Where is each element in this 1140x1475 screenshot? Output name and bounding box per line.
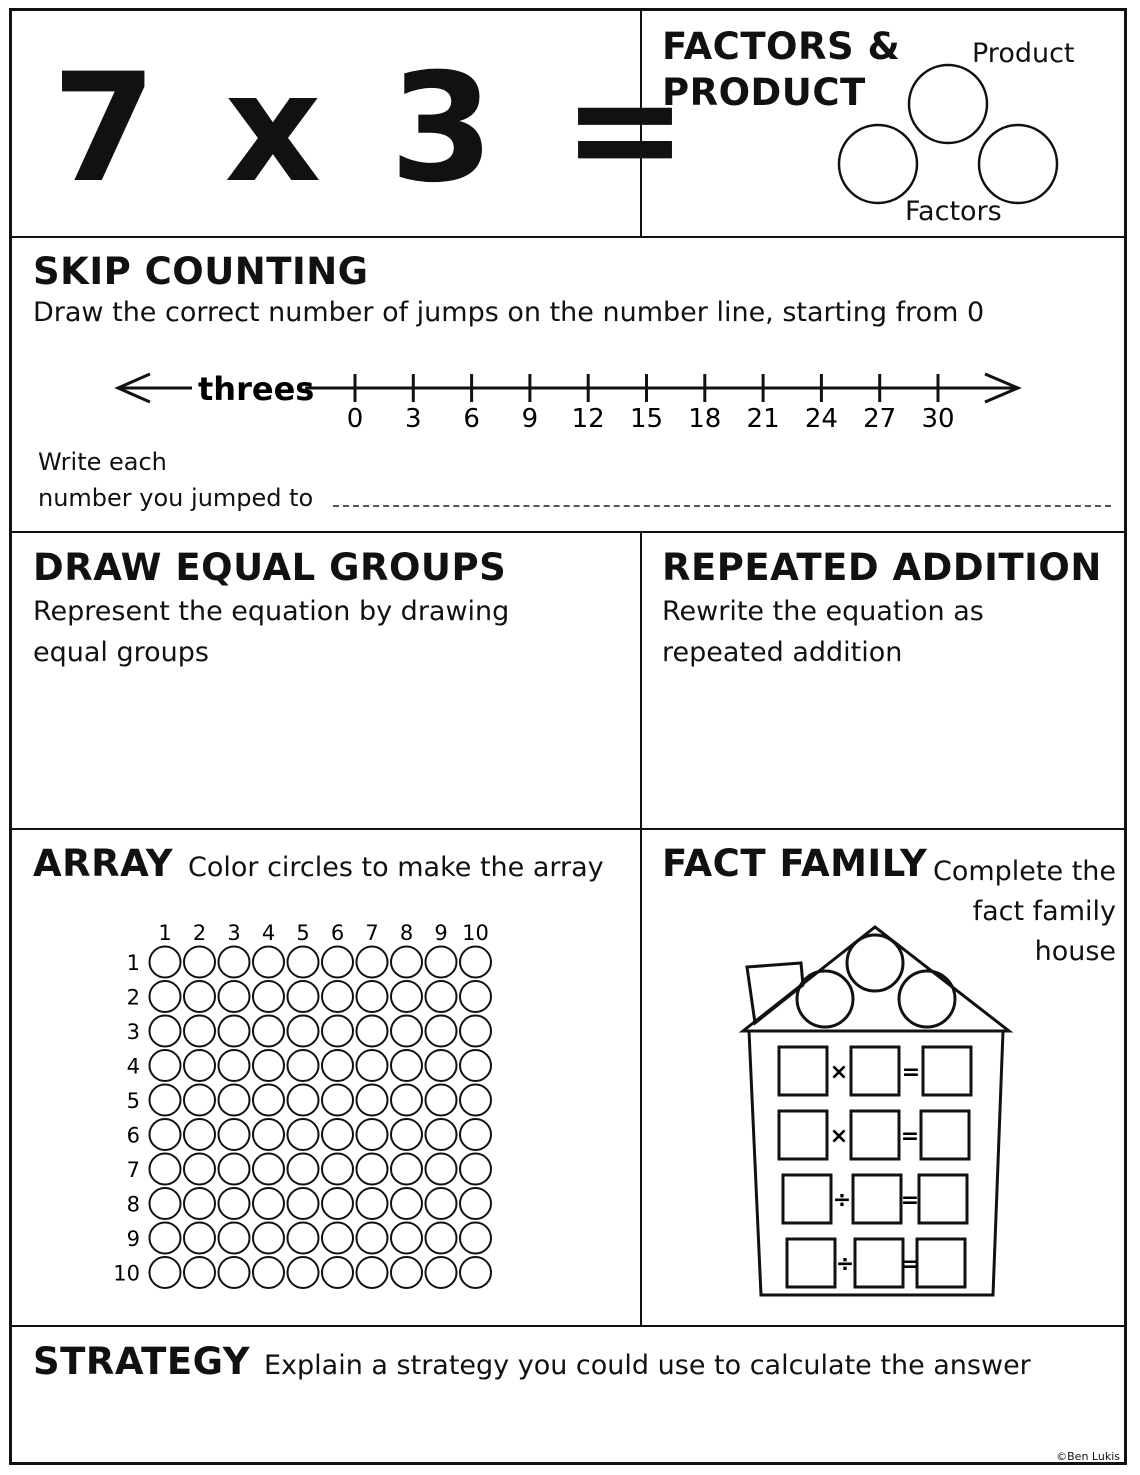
- array-circle[interactable]: [322, 1188, 353, 1219]
- array-circle[interactable]: [150, 1016, 181, 1047]
- array-circle[interactable]: [184, 1016, 215, 1047]
- array-circle[interactable]: [219, 981, 250, 1012]
- fact-family-factor-circle[interactable]: [899, 971, 955, 1027]
- array-circle[interactable]: [322, 1223, 353, 1254]
- array-circle[interactable]: [357, 947, 388, 978]
- equals-sign: =: [900, 1124, 920, 1149]
- array-circle[interactable]: [460, 1154, 491, 1185]
- multiply-sign: ×: [829, 1060, 849, 1085]
- array-circle[interactable]: [219, 1016, 250, 1047]
- number-line-tick-label: 27: [863, 404, 897, 434]
- fact-family-number-box[interactable]: [783, 1175, 831, 1223]
- array-circle[interactable]: [322, 1085, 353, 1116]
- array-circle[interactable]: [426, 947, 457, 978]
- array-circle[interactable]: [357, 1016, 388, 1047]
- divide-sign: ÷: [832, 1188, 852, 1213]
- fact-family-factor-circle[interactable]: [797, 971, 853, 1027]
- array-circle[interactable]: [219, 1085, 250, 1116]
- count-by-label: threes: [198, 370, 315, 408]
- array-column-label: 2: [192, 921, 207, 945]
- array-circle[interactable]: [150, 1119, 181, 1150]
- repeated-addition-title: REPEATED ADDITION: [662, 546, 1102, 589]
- array-circle[interactable]: [184, 1154, 215, 1185]
- array-circle[interactable]: [253, 1154, 284, 1185]
- array-circle[interactable]: [460, 1016, 491, 1047]
- array-row-label: 6: [126, 1123, 140, 1148]
- array-row-label: 7: [126, 1158, 140, 1182]
- array-circle[interactable]: [288, 1085, 319, 1116]
- fact-family-number-box[interactable]: [853, 1175, 901, 1223]
- array-circle[interactable]: [184, 1050, 215, 1081]
- array-circle[interactable]: [460, 981, 491, 1012]
- array-column-label: 7: [365, 921, 379, 945]
- array-circle[interactable]: [184, 947, 215, 978]
- instruction-line: Represent the equation by drawing: [33, 596, 510, 627]
- array-circle[interactable]: [391, 1050, 422, 1081]
- fact-family-title: FACT FAMILY: [662, 842, 928, 885]
- equation: 7 x 3 =: [52, 42, 696, 216]
- fact-family-number-box[interactable]: [779, 1047, 827, 1095]
- array-circle[interactable]: [322, 1257, 353, 1288]
- multiply-sign: ×: [829, 1124, 849, 1149]
- strategy-title: STRATEGY: [33, 1340, 251, 1383]
- array-row-label: 10: [113, 1261, 140, 1286]
- array-circle[interactable]: [426, 1154, 457, 1185]
- skip-counting-instruction: Draw the correct number of jumps on the number line, starting from 0: [33, 297, 985, 328]
- array-circle[interactable]: [288, 947, 319, 978]
- array-circle[interactable]: [184, 1188, 215, 1219]
- array-column-label: 3: [227, 921, 241, 945]
- array-circle[interactable]: [288, 1050, 319, 1081]
- fact-family-house: [735, 925, 1020, 1305]
- array-circle[interactable]: [357, 1188, 388, 1219]
- array-column-label: 10: [462, 921, 489, 945]
- equals-sign: =: [901, 1060, 921, 1085]
- fact-family-product-circle[interactable]: [847, 935, 903, 991]
- array-circle[interactable]: [219, 1119, 250, 1150]
- array-circle[interactable]: [357, 1223, 388, 1254]
- array-circle[interactable]: [253, 981, 284, 1012]
- chimney: [747, 963, 803, 1023]
- number-line-tick-label: 21: [746, 404, 780, 434]
- skip-counting-title: SKIP COUNTING: [33, 250, 369, 293]
- array-circle[interactable]: [253, 1016, 284, 1047]
- array-circle[interactable]: [357, 1085, 388, 1116]
- array-row-label: 4: [126, 1054, 140, 1079]
- array-circle[interactable]: [150, 1257, 181, 1288]
- array-circle[interactable]: [150, 1223, 181, 1254]
- array-circle[interactable]: [219, 947, 250, 978]
- array-circle[interactable]: [253, 1223, 284, 1254]
- number-line: [110, 360, 1030, 440]
- array-circle[interactable]: [184, 981, 215, 1012]
- array-circle[interactable]: [426, 1188, 457, 1219]
- array-circle[interactable]: [288, 1223, 319, 1254]
- repeated-addition-answer-area[interactable]: [650, 680, 1120, 820]
- array-circle[interactable]: [150, 1154, 181, 1185]
- fact-family-number-box[interactable]: [787, 1239, 835, 1287]
- array-circle[interactable]: [357, 1050, 388, 1081]
- array-circle[interactable]: [253, 1119, 284, 1150]
- array-circle[interactable]: [426, 1085, 457, 1116]
- array-circle[interactable]: [426, 981, 457, 1012]
- fact-family-answer-box[interactable]: [917, 1239, 965, 1287]
- divider: [640, 531, 642, 1326]
- array-circle[interactable]: [288, 1016, 319, 1047]
- fact-family-number-box[interactable]: [855, 1239, 903, 1287]
- array-circle[interactable]: [357, 1257, 388, 1288]
- array-circle[interactable]: [391, 1188, 422, 1219]
- fact-family-number-box[interactable]: [851, 1111, 899, 1159]
- array-column-label: 9: [434, 921, 448, 945]
- array-circle[interactable]: [184, 1257, 215, 1288]
- jump-answer-line[interactable]: [333, 505, 1111, 507]
- array-circle[interactable]: [150, 981, 181, 1012]
- array-circle[interactable]: [357, 1119, 388, 1150]
- array-row-label: 9: [126, 1227, 140, 1251]
- write-label-line: number you jumped to: [38, 484, 314, 512]
- array-circle[interactable]: [357, 1154, 388, 1185]
- array-circle[interactable]: [460, 1119, 491, 1150]
- array-circle[interactable]: [460, 1188, 491, 1219]
- divide-sign: ÷: [835, 1252, 855, 1277]
- array-circle[interactable]: [391, 1016, 422, 1047]
- fact-family-number-box[interactable]: [851, 1047, 899, 1095]
- array-circle[interactable]: [426, 1050, 457, 1081]
- array-circle[interactable]: [357, 981, 388, 1012]
- number-line-tick-label: 30: [921, 404, 955, 434]
- array-circle[interactable]: [288, 1119, 319, 1150]
- instruction-line: house: [1034, 936, 1116, 967]
- array-circle[interactable]: [460, 1257, 491, 1288]
- number-line-tick-label: 6: [463, 404, 480, 434]
- array-circle[interactable]: [150, 1050, 181, 1081]
- number-line-tick-label: 24: [804, 404, 838, 434]
- instruction-line: fact family: [972, 896, 1116, 927]
- array-circle[interactable]: [322, 1119, 353, 1150]
- number-line-tick-label: 9: [521, 404, 539, 434]
- instruction-line: Complete the: [932, 856, 1116, 887]
- array-circle[interactable]: [150, 1188, 181, 1219]
- array-circle[interactable]: [219, 1050, 250, 1081]
- factors-product-circles: [830, 60, 1070, 210]
- array-row-label: 5: [126, 1089, 140, 1113]
- instruction-line: Rewrite the equation as: [662, 596, 984, 627]
- array-column-label: 1: [158, 921, 172, 945]
- array-circle[interactable]: [219, 1257, 250, 1288]
- array-column-label: 6: [330, 921, 345, 945]
- array-row-label: 1: [126, 951, 140, 975]
- instruction-line: equal groups: [33, 637, 209, 668]
- array-circle[interactable]: [219, 1188, 250, 1219]
- array-circle[interactable]: [460, 947, 491, 978]
- array-circle[interactable]: [184, 1223, 215, 1254]
- array-circle[interactable]: [219, 1223, 250, 1254]
- array-circle[interactable]: [460, 1050, 491, 1081]
- fact-family-answer-box[interactable]: [921, 1111, 969, 1159]
- strategy-answer-area[interactable]: [20, 1395, 1060, 1450]
- array-circle[interactable]: [391, 947, 422, 978]
- array-circle[interactable]: [391, 1085, 422, 1116]
- array-circle[interactable]: [150, 947, 181, 978]
- write-label: [38, 444, 313, 516]
- array-circle[interactable]: [253, 1050, 284, 1081]
- array-circle[interactable]: [322, 1154, 353, 1185]
- factor-circle[interactable]: [979, 125, 1057, 203]
- title-line: PRODUCT: [662, 71, 866, 114]
- array-column-label: 8: [399, 921, 414, 945]
- array-circle[interactable]: [150, 1085, 181, 1116]
- divider: [9, 531, 1127, 533]
- factors-label: Factors: [905, 196, 1002, 227]
- equals-sign: =: [900, 1188, 920, 1213]
- roof: [743, 927, 1009, 1031]
- array-circle[interactable]: [322, 947, 353, 978]
- product-circle[interactable]: [909, 65, 987, 143]
- array-circle[interactable]: [391, 981, 422, 1012]
- array-circle[interactable]: [460, 1223, 491, 1254]
- array-circle[interactable]: [391, 1223, 422, 1254]
- array-circle[interactable]: [184, 1119, 215, 1150]
- array-grid: [110, 912, 500, 1302]
- array-circle[interactable]: [322, 1050, 353, 1081]
- divider: [9, 1325, 1127, 1327]
- array-circle[interactable]: [426, 1223, 457, 1254]
- instruction-line: repeated addition: [662, 637, 903, 668]
- array-circle[interactable]: [288, 1188, 319, 1219]
- array-circle[interactable]: [322, 1016, 353, 1047]
- strategy-instruction: Explain a strategy you could use to calculate the answer: [264, 1350, 1031, 1381]
- fact-family-answer-box[interactable]: [919, 1175, 967, 1223]
- number-line-tick-label: 18: [688, 404, 722, 434]
- divider: [9, 828, 1127, 830]
- array-circle[interactable]: [391, 1257, 422, 1288]
- write-label-line: Write each: [38, 448, 167, 476]
- array-circle[interactable]: [426, 1257, 457, 1288]
- fact-family-number-box[interactable]: [779, 1111, 827, 1159]
- array-circle[interactable]: [184, 1085, 215, 1116]
- divider: [9, 236, 1127, 238]
- factor-circle[interactable]: [839, 125, 917, 203]
- title-line: FACTORS &: [662, 25, 901, 68]
- array-circle[interactable]: [288, 1154, 319, 1185]
- array-circle[interactable]: [253, 1085, 284, 1116]
- fact-family-answer-box[interactable]: [923, 1047, 971, 1095]
- array-column-label: 5: [296, 921, 310, 945]
- array-circle[interactable]: [460, 1085, 491, 1116]
- repeated-addition-instruction: [662, 591, 984, 673]
- product-label: Product: [972, 38, 1075, 69]
- array-circle[interactable]: [426, 1016, 457, 1047]
- credit: ©Ben Lukis: [1056, 1450, 1120, 1463]
- array-circle[interactable]: [253, 1188, 284, 1219]
- equals-sign: =: [900, 1252, 920, 1277]
- array-circle[interactable]: [391, 1154, 422, 1185]
- array-row-label: 8: [126, 1192, 140, 1217]
- array-circle[interactable]: [288, 1257, 319, 1288]
- array-row-label: 3: [126, 1020, 140, 1044]
- equal-groups-instruction: [33, 591, 509, 673]
- array-circle[interactable]: [391, 1119, 422, 1150]
- number-line-tick-label: 12: [571, 404, 605, 434]
- array-circle[interactable]: [426, 1119, 457, 1150]
- equal-groups-drawing-area[interactable]: [20, 680, 630, 820]
- array-column-label: 4: [261, 921, 276, 945]
- number-line-tick-label: 3: [405, 404, 422, 434]
- array-circle[interactable]: [288, 981, 319, 1012]
- array-title: ARRAY: [33, 842, 174, 885]
- array-row-label: 2: [126, 985, 140, 1010]
- array-instruction: Color circles to make the array: [188, 852, 604, 883]
- number-line-tick-label: 15: [629, 404, 664, 434]
- array-circle[interactable]: [253, 947, 284, 978]
- array-circle[interactable]: [322, 981, 353, 1012]
- number-line-tick-label: 0: [346, 404, 364, 434]
- equal-groups-title: DRAW EQUAL GROUPS: [33, 546, 507, 589]
- array-circle[interactable]: [219, 1154, 250, 1185]
- array-circle[interactable]: [253, 1257, 284, 1288]
